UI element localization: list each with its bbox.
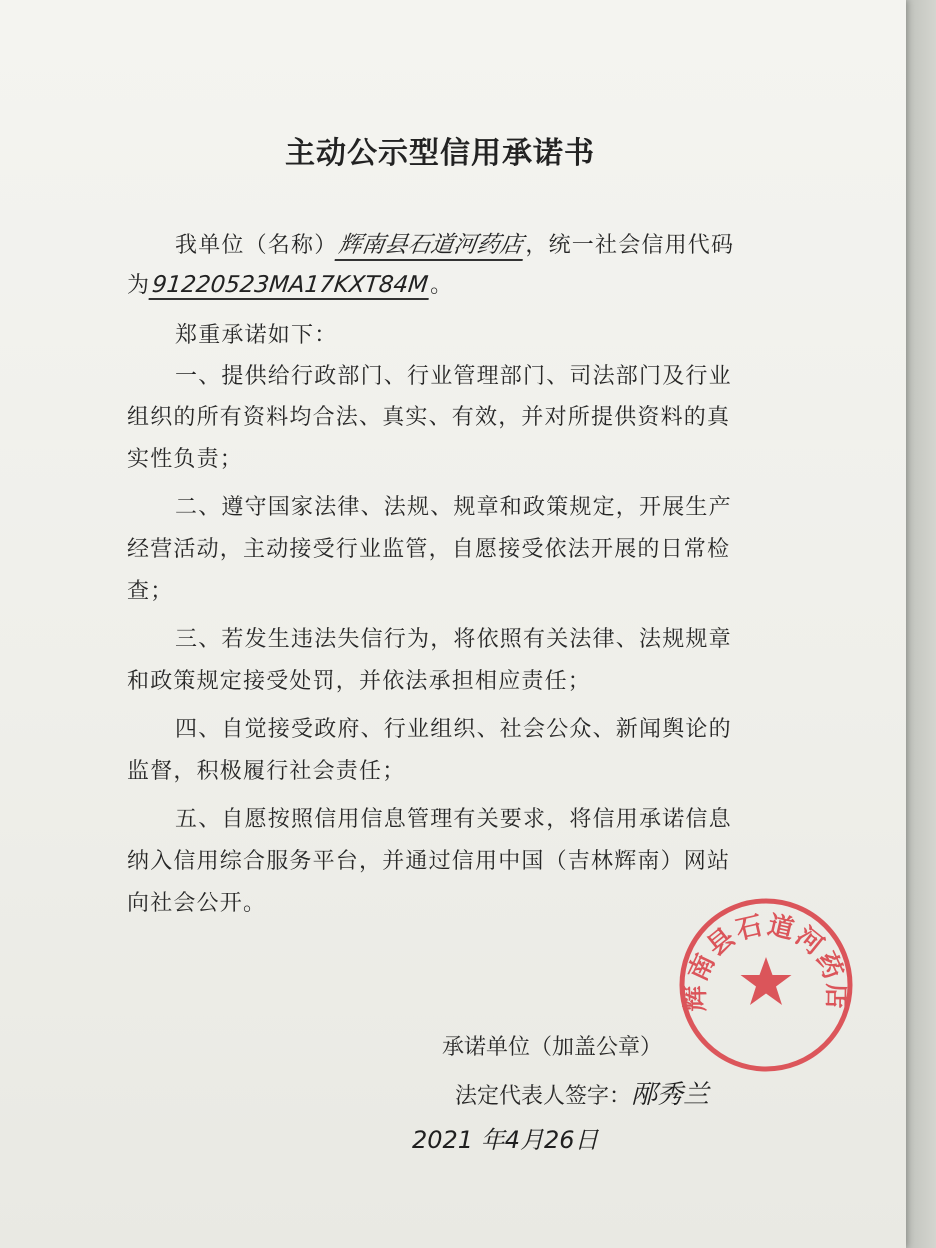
seal-star-icon xyxy=(741,957,792,1005)
clause-2-line-2: 经营活动，主动接受行业监管，自愿接受依法开展的日常检 xyxy=(127,537,731,562)
clause-3-line-2: 和政策规定接受处罚，并依法承担相应责任； xyxy=(127,669,592,694)
clause-5-line-1: 五、自愿按照信用信息管理有关要求，将信用承诺信息 xyxy=(175,807,732,832)
seal-text: 辉南县石道河药店 xyxy=(680,910,852,1012)
signing-date: 2021 年4月26日 xyxy=(412,1126,599,1154)
intro-suffix: ，统一社会信用代码 xyxy=(525,233,735,258)
pledge-lead: 郑重承诺如下： xyxy=(175,323,338,348)
clause-2-line-3: 查； xyxy=(127,579,174,604)
company-name-handwritten: 辉南县石道河药店 xyxy=(335,226,528,261)
clause-1-line-2: 组织的所有资料均合法、真实、有效，并对所提供资料的真 xyxy=(127,405,731,430)
clause-5-line-3: 向社会公开。 xyxy=(127,891,267,916)
clause-3-line-1: 三、若发生违法失信行为，将依照有关法律、法规规章 xyxy=(175,627,732,652)
representative-signature: 邴秀兰 xyxy=(631,1080,710,1110)
document-title: 主动公示型信用承诺书 xyxy=(285,136,595,171)
code-prefix: 为 xyxy=(127,273,151,298)
clause-1-line-1: 一、提供给行政部门、行业管理部门、司法部门及行业 xyxy=(175,364,732,389)
credit-code-line xyxy=(127,268,453,300)
official-seal xyxy=(676,895,856,1075)
code-suffix: 。 xyxy=(430,273,454,298)
clause-5-line-2: 纳入信用综合服务平台，并通过信用中国（吉林辉南）网站 xyxy=(127,849,731,874)
representative-line xyxy=(455,1074,709,1111)
intro-prefix: 我单位（名称） xyxy=(175,233,338,258)
representative-label: 法定代表人签字： xyxy=(455,1084,632,1109)
unit-label: 承诺单位（加盖公章） xyxy=(442,1035,663,1060)
clause-1-line-3: 实性负责； xyxy=(127,447,244,472)
clause-4-line-2: 监督，积极履行社会责任； xyxy=(127,759,406,784)
clause-4-line-1: 四、自觉接受政府、行业组织、社会公众、新闻舆论的 xyxy=(175,717,732,742)
clause-2-line-1: 二、遵守国家法律、法规、规章和政策规定，开展生产 xyxy=(175,495,732,520)
intro-line xyxy=(175,226,734,261)
credit-code-handwritten: 91220523MA17KXT84M xyxy=(149,272,432,300)
